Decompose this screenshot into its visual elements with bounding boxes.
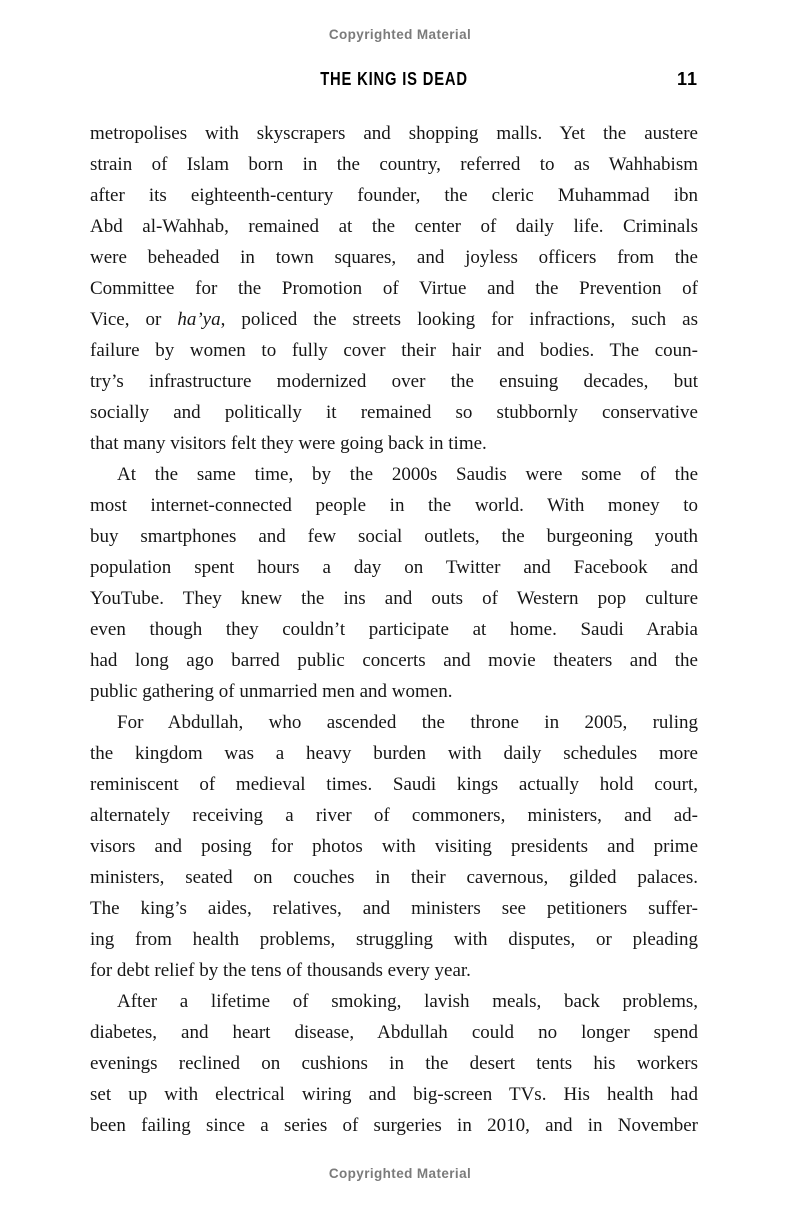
text-line: ministers, seated on couches in their cavernous, gilded palaces. xyxy=(90,867,698,888)
chapter-title-text: THE KING IS DEAD xyxy=(320,69,468,89)
text-line: after its eighteenth-century founder, the cleric Muhammad ibn xyxy=(90,185,698,206)
text-line: that many visitors felt they were going back in time. xyxy=(90,433,487,454)
paragraph xyxy=(90,707,698,986)
text-line: were beheaded in town squares, and joyless officers from the xyxy=(90,247,698,268)
chapter-title xyxy=(90,69,698,90)
text-line: even though they couldn’t participate at home. Saudi Arabia xyxy=(90,619,698,640)
text-line: for debt relief by the tens of thousands every year. xyxy=(90,960,471,981)
text-line: most internet-connected people in the world. With money to xyxy=(90,495,698,516)
text-line: For Abdullah, who ascended the throne in 2005, ruling xyxy=(117,712,698,733)
text-line: Abd al-Wahhab, remained at the center of daily life. Criminals xyxy=(90,216,698,237)
text-line: try’s infrastructure modernized over the ensuing decades, but xyxy=(90,371,698,392)
page-number: 11 xyxy=(676,69,698,89)
text-line: diabetes, and heart disease, Abdullah could no longer spend xyxy=(90,1022,698,1043)
text-line: had long ago barred public concerts and movie theaters and the xyxy=(90,650,698,671)
text-line: population spent hours a day on Twitter and Facebook and xyxy=(90,557,698,578)
text-line: been failing since a series of surgeries in 2010, and in November xyxy=(90,1115,698,1136)
text-line: The king’s aides, relatives, and ministers see petitioners suffer- xyxy=(90,898,698,919)
text-line: failure by women to fully cover their hair and bodies. The coun- xyxy=(90,340,698,361)
text-line: metropolises with skyscrapers and shopping malls. Yet the austere xyxy=(90,123,698,144)
text-line: ing from health problems, struggling with disputes, or pleading xyxy=(90,929,698,950)
paragraph xyxy=(90,118,698,459)
text-line: reminiscent of medieval times. Saudi kings actually hold court, xyxy=(90,774,698,795)
text-line: visors and posing for photos with visiting presidents and prime xyxy=(90,836,698,857)
text-line: After a lifetime of smoking, lavish meals, back problems, xyxy=(117,991,698,1012)
text-line: Vice, or ha’ya, policed the streets looking for infractions, such as xyxy=(90,309,698,330)
text-line: evenings reclined on cushions in the desert tents his workers xyxy=(90,1053,698,1074)
text-line: strain of Islam born in the country, referred to as Wahhabism xyxy=(90,154,698,175)
text-line: At the same time, by the 2000s Saudis were some of the xyxy=(117,464,698,485)
running-header xyxy=(90,69,698,93)
paragraph xyxy=(90,459,698,707)
text-line: socially and politically it remained so stubbornly conservative xyxy=(90,402,698,423)
text-line: alternately receiving a river of commoners, ministers, and ad- xyxy=(90,805,698,826)
copyright-notice-top: Copyrighted Material xyxy=(328,27,472,42)
text-line: Committee for the Promotion of Virtue and the Prevention of xyxy=(90,278,698,299)
body-text xyxy=(90,118,698,1141)
copyright-notice-bottom: Copyrighted Material xyxy=(328,1166,472,1181)
text-line: buy smartphones and few social outlets, the burgeoning youth xyxy=(90,526,698,547)
text-line: public gathering of unmarried men and women. xyxy=(90,681,453,702)
text-line: YouTube. They knew the ins and outs of Western pop culture xyxy=(90,588,698,609)
text-line: the kingdom was a heavy burden with daily schedules more xyxy=(90,743,698,764)
text-line: set up with electrical wiring and big-screen TVs. His health had xyxy=(90,1084,698,1105)
paragraph xyxy=(90,986,698,1141)
